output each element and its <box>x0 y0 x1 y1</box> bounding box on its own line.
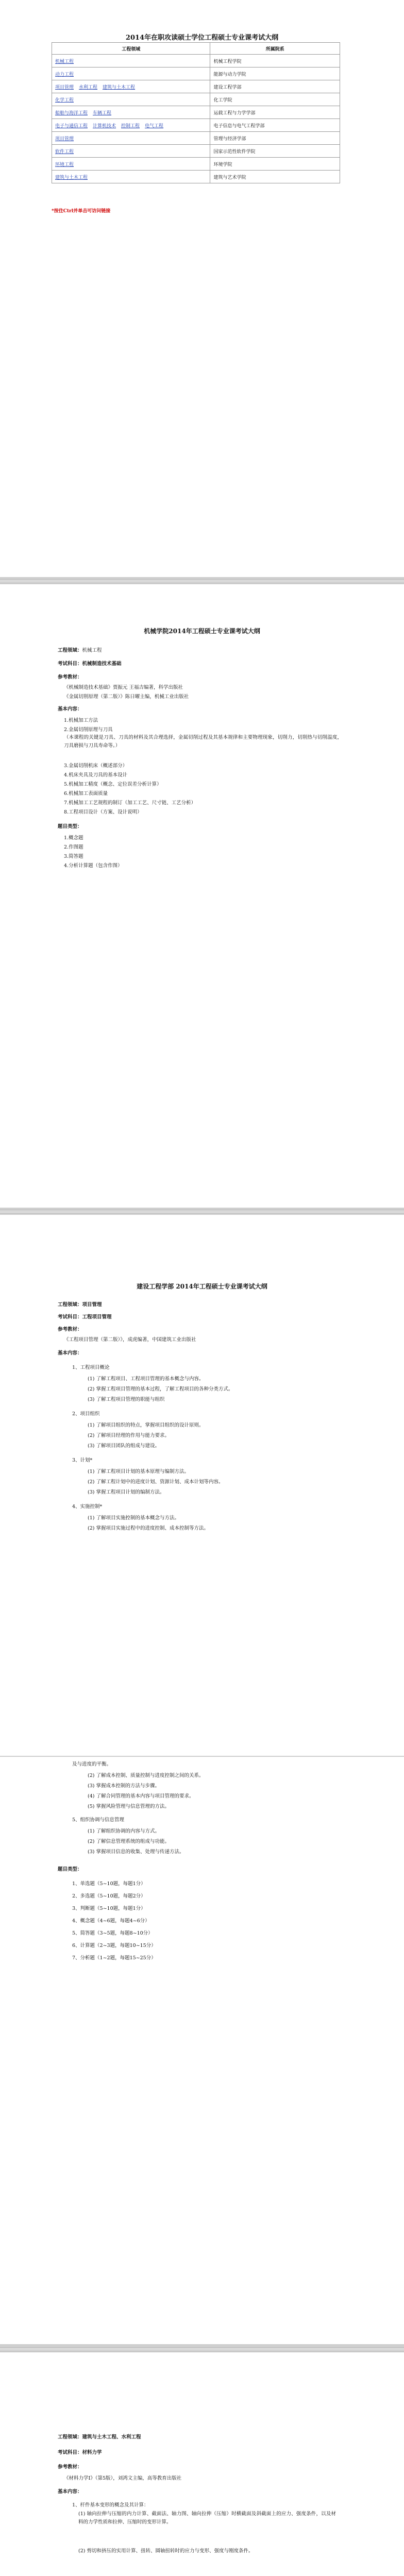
field-value: 机械工程 <box>82 648 102 653</box>
content-item: 4.机床夹具及刀具的基本设计 <box>64 772 128 778</box>
subject-label: 考试科目： <box>58 2450 82 2455</box>
section-title: 4、实施控制* <box>72 1504 103 1510</box>
section-item: (1) 了解组织协调的内容与方式。 <box>88 1828 160 1834</box>
field-link[interactable]: 动力工程 <box>55 72 74 77</box>
reference-item: 《工程项目管理（第二版）》，成虎编著，中国建筑工业出版社 <box>64 1337 196 1343</box>
field-link[interactable]: 软件工程 <box>55 149 74 155</box>
dept-cell: 电子信息与电气工程学部 <box>210 119 340 132</box>
dept-cell: 建筑与艺术学院 <box>210 171 340 183</box>
field-link[interactable]: 电子与通信工程 <box>55 123 88 129</box>
section-title: 2、项目组织 <box>72 1411 100 1417</box>
question-type: 4.分析计算题（包含作图） <box>64 863 123 869</box>
column-header-field: 工程领域 <box>52 43 210 55</box>
field-link[interactable]: 电气工程 <box>145 123 164 129</box>
table-header-row <box>52 43 340 55</box>
outline-table <box>52 42 340 183</box>
reference-item: 《材料力学Ⅰ》（第5版），刘鸿文主编，高等教育出版社 <box>64 2476 182 2481</box>
table-row <box>52 119 340 132</box>
table-row <box>52 106 340 119</box>
content-item: 5.机械加工精度（概念、定位误差分析计算） <box>64 782 162 787</box>
content-item: 6.机械加工表面质量 <box>64 791 108 796</box>
section-item: (1) 了解项目实施控制的基本概念与方法。 <box>88 1515 179 1521</box>
ctrl-click-note: *按住Ctrl并单击可访问链接 <box>52 209 111 214</box>
content-item: 7.机械加工工艺规程的制订（加工工艺、尺寸链、工艺分析） <box>64 800 196 806</box>
page-separator <box>0 1210 404 1214</box>
question-types-label: 题目类型： <box>58 1867 82 1872</box>
subject-value: 机械制造技术基础 <box>82 661 122 667</box>
question-type: 1.概念题 <box>64 835 83 841</box>
section-item: (2) 掌握工程项目管理的基本过程，了解工程项目的各种分类方式。 <box>88 1386 233 1392</box>
reference-item: 《机械制造技术基础》贾振元 王福吉编著，科学出版社 <box>64 685 183 690</box>
section-item: (2) 了解项目经理的作用与能力要求。 <box>88 1433 170 1438</box>
question-type: 6、计算题（2~3题，每题10~15分） <box>72 1943 156 1948</box>
page-3-continued <box>0 1757 404 2344</box>
field-cell <box>52 119 210 132</box>
field-value: 建筑与土木工程、水利工程 <box>82 2434 141 2440</box>
field-link[interactable]: 车辆工程 <box>93 110 112 116</box>
section-title: 3、计划* <box>72 1458 93 1463</box>
dept-cell: 国家示范性软件学院 <box>210 145 340 158</box>
column-header-dept: 所属院系 <box>210 43 340 55</box>
field-link[interactable]: 控制工程 <box>121 123 140 129</box>
page-title: 2014年在职攻读硕士学位工程硕士专业课考试大纲 <box>125 34 279 42</box>
section-item: (3) 掌握项目信息的收集、处理与传递方法。 <box>88 1849 184 1855</box>
page-4 <box>0 2352 404 2576</box>
dept-cell: 管理与经济学部 <box>210 132 340 145</box>
question-type: 2、多选题（5~10题，每题2分） <box>72 1893 146 1899</box>
content-label: 基本内容： <box>58 2489 82 2495</box>
field-cell <box>52 158 210 171</box>
continued-line: (3) 掌握成本控制的方法与步骤。 <box>88 1783 160 1789</box>
dept-cell: 能源与动力学院 <box>210 67 340 80</box>
table-row <box>52 171 340 183</box>
subject-label: 考试科目： <box>58 661 82 667</box>
field-link[interactable]: 建筑与土木工程 <box>55 175 88 180</box>
section-item: (1) 了解项目组织的特点，掌握项目组织的设计原则。 <box>88 1422 204 1428</box>
question-type: 3、判断题（5~10题，每题1分） <box>72 1906 146 1911</box>
question-type: 4、概念题（4~6题，每题4~6分） <box>72 1918 150 1924</box>
page-separator <box>0 2347 404 2351</box>
field-link[interactable]: 建筑与土木工程 <box>103 84 136 90</box>
section-title: 1、工程项目概论 <box>72 1365 110 1370</box>
field-link[interactable]: 计算机技术 <box>93 123 116 129</box>
question-type: 5、简答题（3~5题，每题8~10分） <box>72 1930 153 1936</box>
section-item: (2) 了解工程计划中的进度计划、资源计划、成本计划等内容。 <box>88 1479 224 1485</box>
page-1 <box>0 0 404 577</box>
table-row <box>52 145 340 158</box>
field-cell <box>52 132 210 145</box>
field-label: 工程领域： <box>58 2434 82 2440</box>
section-item: (1) 了解工程项目计划的基本原理与编制方法。 <box>88 1469 189 1475</box>
table-row <box>52 67 340 80</box>
table-row <box>52 158 340 171</box>
page-separator <box>0 579 404 583</box>
question-type: 1、单选题（5~10题，每题1分） <box>72 1881 146 1887</box>
content-item: 8.工程项目设计（方案、设计说明） <box>64 809 142 815</box>
field-label: 工程领域： <box>58 1302 82 1308</box>
question-type: 7、分析题（1~2题，每题15~25分） <box>72 1955 156 1961</box>
content-item: 1.机械加工方法 <box>64 718 98 723</box>
dept-cell: 建设工程学部 <box>210 80 340 93</box>
field-link[interactable]: 机械工程 <box>55 59 74 64</box>
section-item: (3) 了解项目团队的组成与建设。 <box>88 1443 160 1449</box>
refs-label: 参考教材： <box>58 2464 82 2470</box>
dept-cell: 运载工程与力学学部 <box>210 106 340 119</box>
subject-value: 工程项目管理 <box>82 1314 112 1320</box>
field-link[interactable]: 船舶与海洋工程 <box>55 110 88 116</box>
content-paragraph: (1) 轴向拉伸与压缩的内力计算、截面法、轴力图、轴向拉伸（压缩）时横截面及斜截面上的应力、强度条件，以及材料的力学性质和拉伸、压缩时的变形计算。 <box>78 2511 336 2525</box>
section-heading: 建设工程学部 2014年工程硕士专业课考试大纲 <box>137 1283 267 1290</box>
field-cell <box>52 80 210 93</box>
table-row <box>52 80 340 93</box>
question-type: 2.作图题 <box>64 844 83 850</box>
content-label: 基本内容： <box>58 1350 82 1356</box>
field-cell <box>52 145 210 158</box>
refs-label: 参考教材： <box>58 1327 82 1332</box>
content-label: 基本内容： <box>58 706 82 712</box>
field-cell <box>52 171 210 183</box>
dept-cell: 化工学院 <box>210 93 340 106</box>
field-link[interactable]: 环境工程 <box>55 162 74 167</box>
section-item: (3) 了解工程项目管理的职能与组织 <box>88 1397 165 1402</box>
dept-cell: 机械工程学院 <box>210 55 340 67</box>
reference-item: 《金属切削原理（第二版）》陈日曜主编，机械工业出版社 <box>64 694 189 700</box>
field-link[interactable]: 化学工程 <box>55 97 74 103</box>
section-item: (1) 了解工程项目、工程项目管理的基本概念与内容。 <box>88 1376 204 1382</box>
table-row <box>52 93 340 106</box>
question-types-label: 题目类型： <box>58 824 82 829</box>
section-item: (2) 掌握项目实施过程中的进度控制、成本控制等方法。 <box>88 1526 209 1531</box>
continued-line: 及与进度的平衡。 <box>72 1761 112 1767</box>
field-cell <box>52 67 210 80</box>
continued-line: (5) 掌握风险管理与信息管理的方法。 <box>88 1804 170 1809</box>
section-item: (3) 掌握工程项目计划的编制方法。 <box>88 1489 165 1495</box>
field-value: 项目管理 <box>82 1302 102 1308</box>
content-title: 1、杆件基本变形的概念及其计算： <box>72 2502 149 2508</box>
continued-line: (4) 了解合同管理的基本内容与项目管理的要求。 <box>88 1793 194 1799</box>
field-cell <box>52 106 210 119</box>
field-link[interactable]: 项目管理 <box>55 84 74 90</box>
field-link[interactable]: 水利工程 <box>79 84 98 90</box>
content-item: 2.金属切削原理与刀具 <box>64 727 113 733</box>
continued-line: (2) 了解成本控制、质量控制与进度控制之间的关系。 <box>88 1773 204 1778</box>
subject-label: 考试科目： <box>58 1314 82 1320</box>
page-3 <box>0 1215 404 1756</box>
section-heading: 机械学院2014年工程硕士专业课考试大纲 <box>144 628 260 635</box>
subject-value: 材料力学 <box>82 2450 102 2455</box>
field-label: 工程领域： <box>58 648 82 653</box>
content-item: 3.金属切削机床（概述部分） <box>64 763 128 769</box>
table-row <box>52 55 340 67</box>
section-item: (2) 了解信息管理系统的组成与功能。 <box>88 1839 170 1844</box>
table-row <box>52 132 340 145</box>
field-cell <box>52 93 210 106</box>
refs-label: 参考教材： <box>58 674 82 680</box>
content-paragraph: （本课程的关键是刀具、刀具的材料及其合理选择，金属切削过程及其基本规律和主要物理现象，切削力，切削热与切削温度，刀具磨损与刀具寿命等。） <box>64 735 342 749</box>
page-2 <box>0 584 404 1208</box>
field-cell <box>52 55 210 67</box>
field-link[interactable]: 项目管理 <box>55 136 74 142</box>
section-title: 5、组织协调与信息管理 <box>72 1817 125 1823</box>
question-type: 3.简答题 <box>64 854 83 859</box>
dept-cell: 环境学院 <box>210 158 340 171</box>
content-paragraph: (2) 剪切和挤压的实用计算、扭转、圆轴扭转时的应力与变形、强度与刚度条件。 <box>78 2548 254 2554</box>
